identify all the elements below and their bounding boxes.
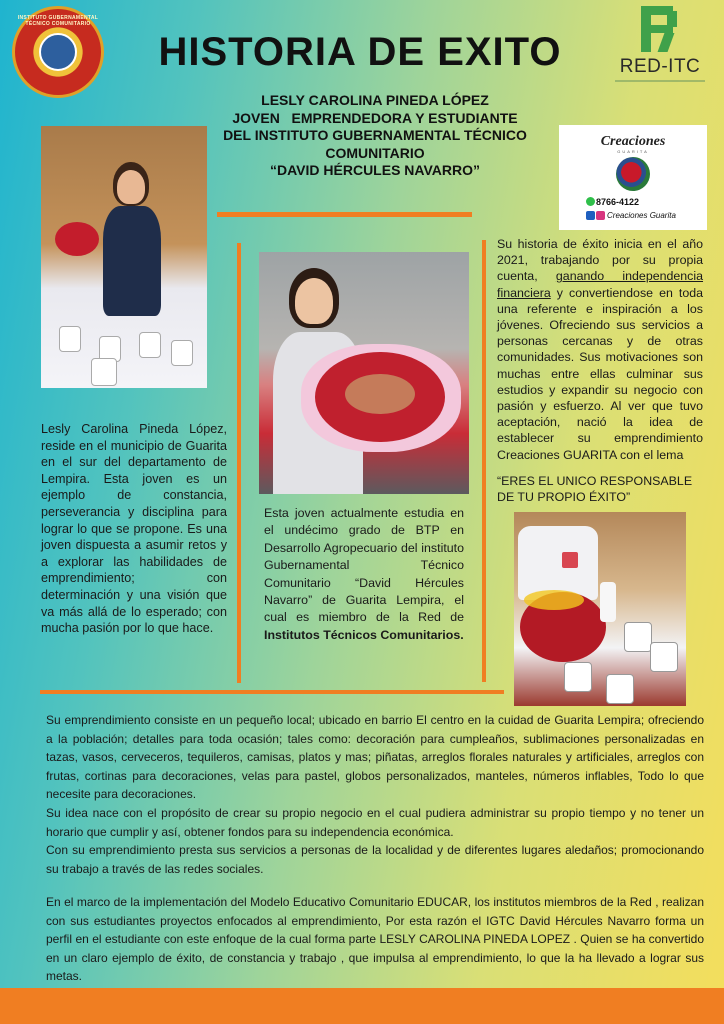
subtitle-block	[200, 92, 550, 180]
institute-seal-logo	[12, 6, 104, 98]
r-mark-icon	[641, 6, 677, 52]
paragraph: Con su emprendimiento presta sus servicios a personas de la localidad y de diferentes lugares aledaños; promocionando su trabajo a través de las redes sociales.	[46, 843, 704, 876]
divider-horizontal	[40, 690, 504, 694]
seal-emblem-icon	[39, 33, 77, 71]
card-brand-sub: GUARITA	[617, 149, 649, 154]
right-text-part1: Su historia de éxito inicia en el año 2021, trabajando por su propia cuenta,	[497, 237, 703, 284]
card-social	[586, 211, 676, 220]
page-title: HISTORIA DE EXITO	[158, 30, 562, 74]
subtitle-line: LESLY CAROLINA PINEDA LÓPEZ	[261, 92, 489, 108]
footer-bar	[0, 988, 724, 1024]
seal-text: INSTITUTO GUBERNAMENTAL TÉCNICO COMUNITARIO	[17, 15, 99, 27]
left-column-text: Lesly Carolina Pineda López, reside en el municipio de Guarita en el sur del departamento de Lempira. Esta joven es un ejemplo de constancia, perseverancia y disciplina para lograr lo que se propone. Es una joven dispuesta a asumir retos y a explorar las habilidades de emprendimiento; con determinación y una visión que va más allá de lo esperado; con mucha pasión por lo que hace.	[41, 422, 227, 636]
business-card	[559, 125, 707, 230]
photo-student-with-mugs	[41, 126, 207, 388]
subtitle-line: DEL INSTITUTO GUBERNAMENTAL TÉCNICO	[223, 127, 527, 143]
card-phone: 8766-4122	[596, 197, 640, 207]
subtitle-line: COMUNITARIO	[325, 144, 425, 161]
red-itc-logo	[605, 6, 715, 86]
middle-text-main: Esta joven actualmente estudia en el undécimo grado de BTP en Desarrollo Agropecuario del instituto Gubernamental Técnico Comunitario “David Hércules Navarro” de Guarita Lempira, el cual es miembro de la Red de	[264, 506, 464, 625]
subtitle-line: “DAVID HÉRCULES NAVARRO”	[269, 162, 480, 178]
facebook-icon	[586, 211, 595, 220]
divider-bar	[217, 212, 472, 217]
divider-vertical-left	[237, 243, 241, 683]
macaw-logo-icon	[616, 157, 650, 191]
card-brand: Creaciones	[600, 134, 666, 149]
motto-text: “ERES EL UNICO RESPONSABLE DE TU PROPIO ÉXITO”	[497, 474, 693, 505]
right-text-underlined: ganando independencia financiera	[497, 269, 704, 300]
whatsapp-icon	[586, 197, 595, 206]
instagram-icon	[596, 211, 605, 220]
logo-name: RED-ITC	[619, 56, 701, 77]
bottom-text-block	[46, 711, 704, 878]
paragraph: Su emprendimiento consiste en un pequeño local; ubicado en barrio El centro en la cuidad de Guarita Lempira; ofreciendo a la población; detalles para toda ocasión; tales como: decoración para cumpleaños, sublimaciones personalizadas en tazas, vasos, cerveceros, tequileros, camisas, platos y mas; piñatas, arreglos florales naturales y artificiales, arreglos con frutas, cortinas para decoraciones, velas para pastel, globos personalizados, manteles, números inflables, Todo lo que necesite para decoraciones.	[46, 713, 704, 802]
photo-student-with-flower-bouquet	[259, 252, 469, 494]
card-social-handle: Creaciones Guarita	[607, 211, 676, 220]
paragraph: Su idea nace con el propósito de crear su propio negocio en el cual pudiera administrar su propio tiempo y no tener un horario que cumplir y así, obtener fondos para su independencia económica.	[46, 805, 704, 839]
right-column-text	[497, 236, 703, 463]
divider-vertical-right	[482, 240, 486, 682]
paragraph: En el marco de la implementación del Modelo Educativo Comunitario EDUCAR, los institutos miembros de la Red , realizan con sus estudiantes proyectos enfocados al emprendimiento, Por esta razón el IGTC David Hércules Navarro forma un perfil en el estudiante con este enfoque de la cual forma parte LESLY CAROLINA PINEDA LOPEZ . Quien se ha convertido en un claro ejemplo de éxito, de constancia y trabajo , que impulsa al emprendimiento, lo que la ha llevado a lograr sus metas.	[46, 895, 704, 984]
middle-column-text	[264, 505, 464, 644]
photo-products-shirt-mugs-flowers	[514, 512, 686, 706]
subtitle-line: JOVEN EMPRENDEDORA Y ESTUDIANTE	[232, 109, 518, 126]
logo-underline	[615, 80, 705, 82]
right-text-part2: y convertiendose en toda una referente e inspiración a los jóvenes. Ofreciendo sus servicios a personas cercanas y de otras comunidades. Sus motivaciones son muchas entre ellas culminar sus estudios y expandir su negocio con pasión y esfuerzo. Al ver que tuvo aceptación, nació la idea de establecer su emprendimiento Creaciones GUARITA con el lema	[497, 285, 703, 462]
middle-text-bold: Institutos Técnicos Comunitarios.	[264, 627, 464, 642]
